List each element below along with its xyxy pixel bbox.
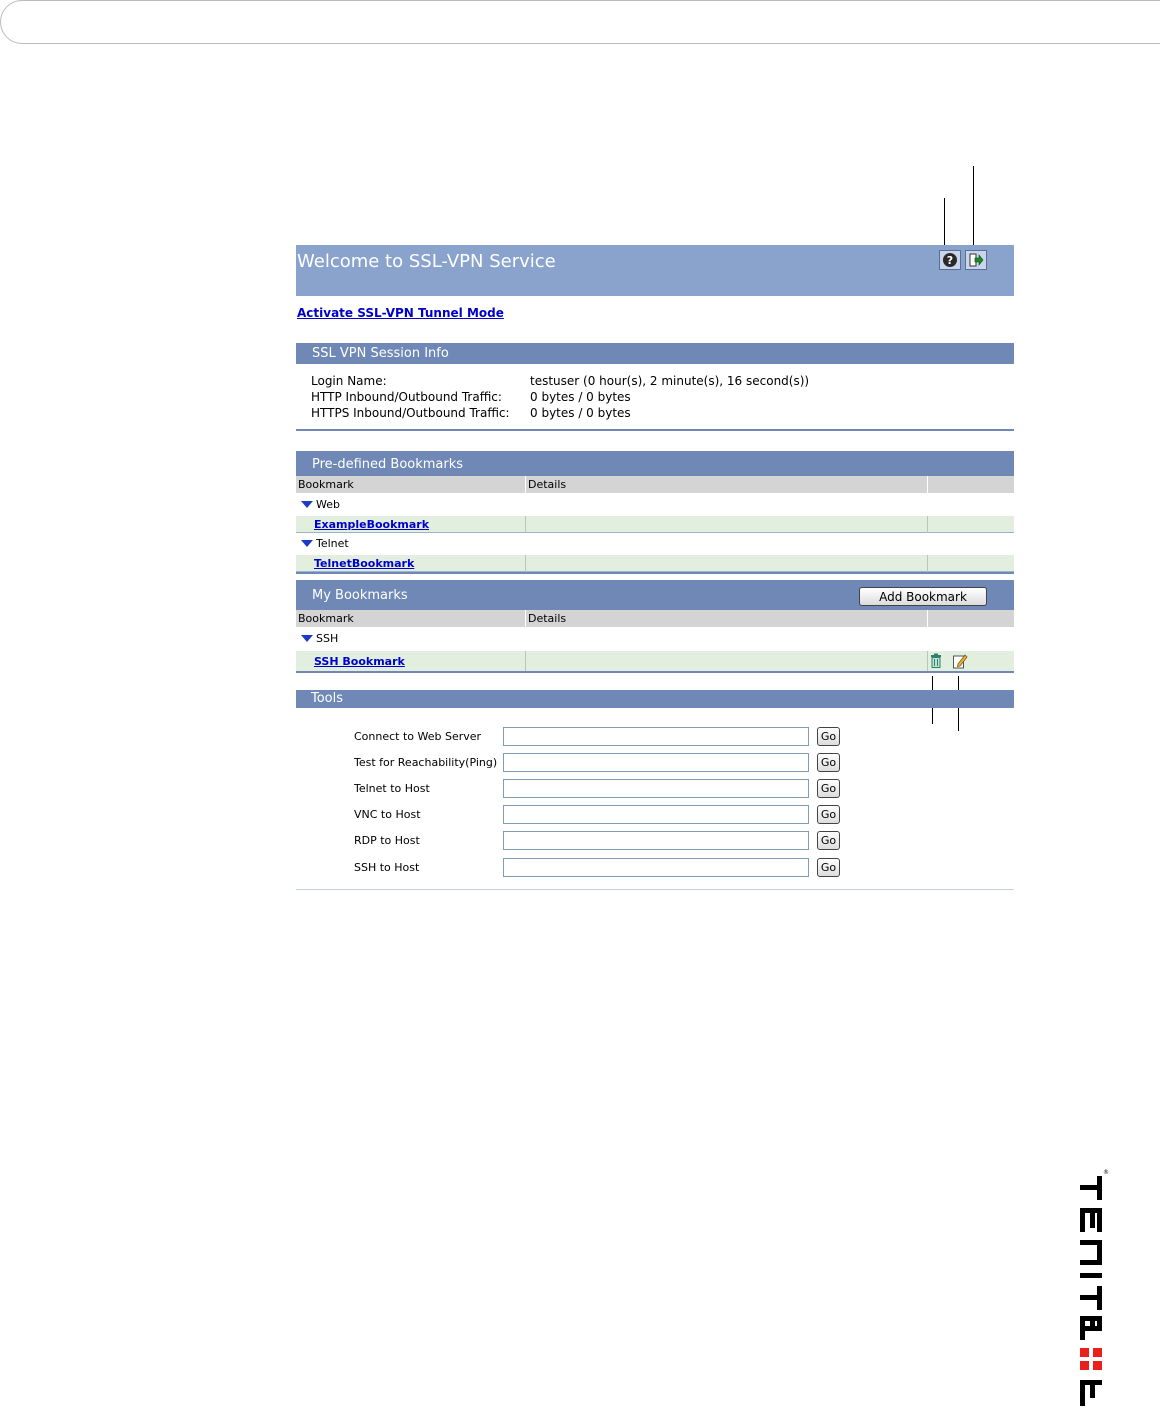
svg-text:®: ® — [1103, 1169, 1109, 1176]
column-separator — [927, 555, 928, 572]
activate-tunnel-link[interactable]: Activate SSL-VPN Tunnel Mode — [297, 306, 504, 320]
svg-text:?: ? — [946, 254, 954, 267]
my-bookmarks-divider — [296, 671, 1014, 673]
go-button-telnet[interactable]: Go — [817, 779, 840, 798]
column-separator — [525, 555, 526, 572]
expand-triangle-icon — [301, 635, 313, 642]
bookmark-link-telnet[interactable]: TelnetBookmark — [314, 557, 415, 570]
session-info-divider — [296, 429, 1014, 431]
ssh-input[interactable] — [503, 858, 809, 877]
my-bookmarks-title: My Bookmarks — [312, 588, 408, 603]
logout-button[interactable] — [965, 250, 987, 270]
tools-title: Tools — [311, 691, 344, 706]
column-details: Details — [528, 478, 567, 491]
rdp-input[interactable] — [503, 831, 809, 850]
help-icon — [942, 252, 958, 268]
logout-icon — [968, 252, 984, 268]
tool-label-rdp: RDP to Host — [354, 834, 420, 847]
column-separator — [927, 516, 928, 533]
expand-triangle-icon — [301, 501, 313, 508]
tool-label-vnc: VNC to Host — [354, 808, 421, 821]
web-server-input[interactable] — [503, 727, 809, 746]
my-bookmarks-column-header — [296, 610, 1014, 627]
login-name-label: Login Name: — [311, 374, 387, 388]
go-button-rdp[interactable]: Go — [817, 831, 840, 850]
http-traffic-value: 0 bytes / 0 bytes — [530, 390, 631, 404]
bookmark-link-example[interactable]: ExampleBookmark — [314, 518, 430, 531]
expand-triangle-icon — [301, 540, 313, 547]
trash-icon[interactable] — [928, 653, 944, 669]
column-bookmark: Bookmark — [298, 478, 354, 491]
column-bookmark: Bookmark — [298, 612, 354, 625]
page-title: Welcome to SSL-VPN Service — [297, 251, 556, 272]
https-traffic-value: 0 bytes / 0 bytes — [530, 406, 631, 420]
go-button-ssh[interactable]: Go — [817, 858, 840, 877]
bookmark-link-ssh[interactable]: SSH Bookmark — [314, 655, 405, 668]
group-web[interactable] — [296, 495, 1014, 515]
ping-input[interactable] — [503, 753, 809, 772]
column-separator — [525, 476, 526, 493]
predefined-bookmarks-title: Pre-defined Bookmarks — [312, 457, 464, 472]
predefined-bookmarks-header — [296, 451, 1014, 476]
tools-header — [296, 690, 1014, 708]
go-button-vnc[interactable]: Go — [817, 805, 840, 824]
edit-icon[interactable] — [952, 653, 968, 669]
go-button-web-server[interactable]: Go — [817, 727, 840, 746]
tool-label-web-server: Connect to Web Server — [354, 730, 482, 743]
callout-line-logout — [973, 166, 974, 251]
group-label: Telnet — [316, 537, 349, 550]
top-frame — [0, 0, 1160, 44]
vnc-input[interactable] — [503, 805, 809, 824]
group-telnet[interactable] — [296, 534, 1014, 554]
bookmark-row — [296, 555, 1014, 572]
add-bookmark-button[interactable]: Add Bookmark — [859, 587, 987, 606]
column-separator — [525, 610, 526, 627]
https-traffic-label: HTTPS Inbound/Outbound Traffic: — [311, 406, 510, 420]
group-label: SSH — [316, 632, 339, 645]
tool-label-telnet: Telnet to Host — [354, 782, 430, 795]
column-separator — [927, 476, 928, 493]
fortinet-logo — [1072, 1166, 1112, 1406]
telnet-input[interactable] — [503, 779, 809, 798]
predefined-column-header — [296, 476, 1014, 493]
help-button[interactable] — [939, 250, 961, 270]
column-separator — [525, 651, 526, 672]
session-info-title: SSL VPN Session Info — [312, 346, 449, 361]
go-button-ping[interactable]: Go — [817, 753, 840, 772]
group-label: Web — [316, 498, 340, 511]
predefined-divider — [296, 572, 1014, 574]
bookmark-row — [296, 651, 1014, 672]
column-separator — [525, 516, 526, 533]
column-details: Details — [528, 612, 567, 625]
login-name-value: testuser (0 hour(s), 2 minute(s), 16 second(s)) — [530, 374, 810, 388]
http-traffic-label: HTTP Inbound/Outbound Traffic: — [311, 390, 502, 404]
callout-line-help — [944, 198, 945, 251]
tool-label-ssh: SSH to Host — [354, 861, 420, 874]
column-separator — [927, 610, 928, 627]
group-ssh[interactable] — [296, 629, 1014, 649]
tool-label-ping: Test for Reachability(Ping) — [354, 756, 498, 769]
session-info-header — [296, 343, 1014, 364]
tools-divider — [296, 889, 1014, 890]
bookmark-row — [296, 516, 1014, 533]
